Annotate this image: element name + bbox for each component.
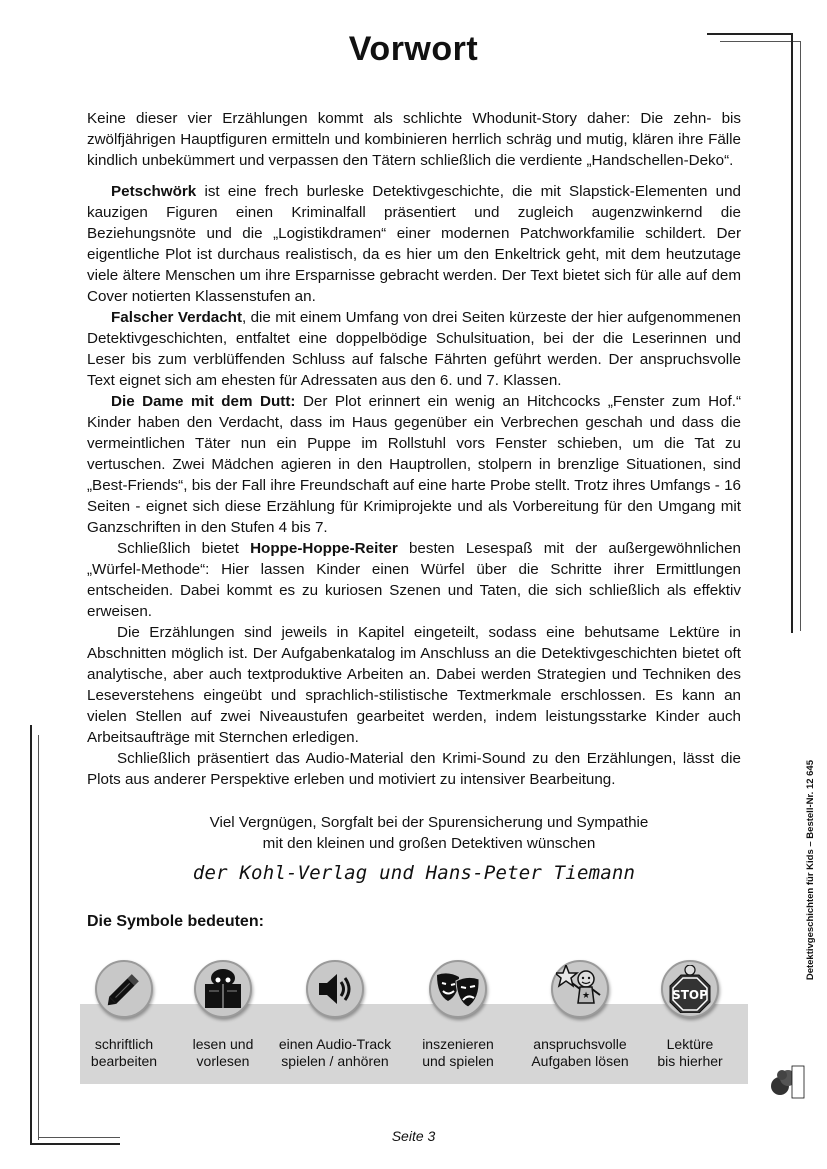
paragraph-text: besten Lesespaß mit der außergewöhnlichen „Würfel-Methode“: Hier lassen Kinder einen Würfel über die Schritte ihrer Ermittlungen entscheiden. Dabei kommt es zu kuriosen Szenen und Taten, die sich schließlich als effektiv erweisen. [87, 540, 741, 620]
intro-paragraph: Keine dieser vier Erzählungen kommt als schlichte Whodunit-Story daher: Die zehn- bis zwölfjährigen Hauptfiguren ermitteln und kombinieren herrlich schräg und mutig, klären ihre Fälle kindlich unbekümmert und verpassen den Tätern schließlich die verdiente „Handschellen-Deko“. [87, 110, 741, 169]
paragraph-text: Der Plot erinnert ein wenig an Hitchcocks „Fenster zum Hof.“ Kinder haben den Verdacht, dass im Haus gegenüber ein Verbrechen geschah und dass die vermeintlichen Täter nun ein Puppe im Rollstuhl vors Fenster schieben, um die Tat zu vertuschen. Zwei Mädchen agieren in den Hauptrollen, stolpern in brenzlige Situationen, sind „Best-Friends“, bis der Fall ihre Freundschaft auf eine harte Probe stellt. Trotz ihres Umfangs - 16 Seiten - eignet sich diese Erzählung für Krimiprojekte und als Vorbereitung für den Umgang mit Ganzschriften in den Stufen 4 bis 7. [87, 393, 741, 536]
page-title: Vorwort [348, 30, 479, 68]
symbols-heading: Die Symbole bedeuten: [87, 913, 264, 930]
story-title: Hoppe-Hoppe-Reiter [250, 540, 398, 557]
frame-left-vertical-line-inner [38, 735, 39, 1140]
paragraph-text: , die mit einem Umfang von drei Seiten kürzeste der hier aufgenommenen Detektivgeschichten, entfaltet eine doppelbödige Schulsituation, bei der die Leserinnen und Leser bis zum verblüffenden Schluss auf falsche Fährten geführt werden. Der anspruchsvolle Text eignet sich am ehesten für Adressaten aus den 6. und 7. Klassen. [87, 309, 742, 389]
story-title: Petschwörk [111, 183, 197, 200]
symbol-item-challenge [520, 960, 640, 1070]
frame-right-vertical-line [791, 33, 793, 633]
story-title: Die Dame mit dem Dutt: [111, 393, 296, 410]
star-kid-icon [551, 960, 609, 1018]
reading-icon [194, 960, 252, 1018]
symbol-label: inszenieren und spielen [422, 1036, 494, 1069]
signature: der Kohl-Verlag und Hans-Peter Tiemann [192, 862, 636, 884]
paragraph-audio: Schließlich präsentiert das Audio-Material den Krimi-Sound zu den Erzählungen, lässt die Plots aus anderer Perspektive erleben und motiviert zu intensiver Bearbeitung. [87, 750, 741, 788]
symbol-label: schriftlich bearbeiten [90, 1036, 158, 1069]
story-title: Falscher Verdacht [111, 309, 243, 326]
order-number-text: Detektivgeschichten für Kids – Bestell-Nr. 12 645 [805, 760, 816, 981]
symbol-label: anspruchsvolle Aufgaben lösen [531, 1036, 629, 1069]
paragraph-petschwoerk [87, 181, 741, 307]
symbol-item-stop [630, 960, 750, 1070]
symbol-item-theater [398, 960, 518, 1070]
closing-wishes [87, 812, 771, 854]
page-number: Seite 3 [391, 1128, 436, 1144]
paragraph-text: ist eine frech burleske Detektivgeschichte, die mit Slapstick-Elementen und kauzigen Figuren einen Kriminalfall präsentiert und zugleich augenzwinkernd die Beziehungsnöte und die „Logistikdramen“ einer modernen Patchworkfamilie schildert. Der eigentliche Plot ist durchaus realistisch, da es hier um den Enkeltrick geht, mit dem heutzutage viele ältere Menschen um ihre Ersparnisse gebracht werden. Der Text bietet sich für alle auf dem Cover notierten Klassenstufen an. [87, 183, 741, 305]
symbol-item-audio [275, 960, 395, 1070]
closing-line-1: Viel Vergnügen, Sorgfalt bei der Spurensicherung und Sympathie [209, 814, 649, 831]
closing-line-2: mit den kleinen und großen Detektiven wünschen [262, 835, 596, 852]
theater-masks-icon [429, 960, 487, 1018]
paragraph-falscher-verdacht [87, 307, 741, 391]
stop-sign-icon [661, 960, 719, 1018]
publisher-logo [768, 1064, 808, 1100]
symbol-item-read [163, 960, 283, 1070]
svg-text:★: ★ [581, 991, 591, 1001]
frame-left-vertical-line [30, 725, 32, 1145]
symbol-label: Lektüre bis hierher [657, 1036, 723, 1069]
speaker-icon [306, 960, 364, 1018]
paragraph-lead: Schließlich bietet [117, 540, 251, 557]
paragraph-dame-mit-dutt [87, 391, 741, 538]
side-imprint [783, 760, 816, 1070]
pencil-icon [95, 960, 153, 1018]
svg-text:STOP: STOP [672, 988, 708, 1002]
symbol-label: lesen und vorlesen [192, 1036, 254, 1069]
body-text [87, 108, 741, 790]
symbol-label: einen Audio-Track spielen / anhören [278, 1036, 392, 1069]
paragraph-kapitel: Die Erzählungen sind jeweils in Kapitel eingeteilt, sodass eine behutsame Lektüre in Abschnitten möglich ist. Der Aufgabenkatalog im Anschluss an die Detektivgeschichten bietet oft analytische, aber auch textproduktive Arbeiten an. Dabei werden Strategien und Techniken des Leseverstehens eingeübt und sprachlich-stilistische Textmerkmale erschlossen. Es kann an vielen Stellen auf zwei Niveaustufen gearbeitet werden, indem leistungsstarke Kinder auch Arbeitsaufträge mit Sternchen erledigen. [87, 624, 741, 746]
paragraph-hoppe-hoppe-reiter [87, 538, 741, 622]
frame-right-vertical-line-inner [800, 41, 801, 631]
